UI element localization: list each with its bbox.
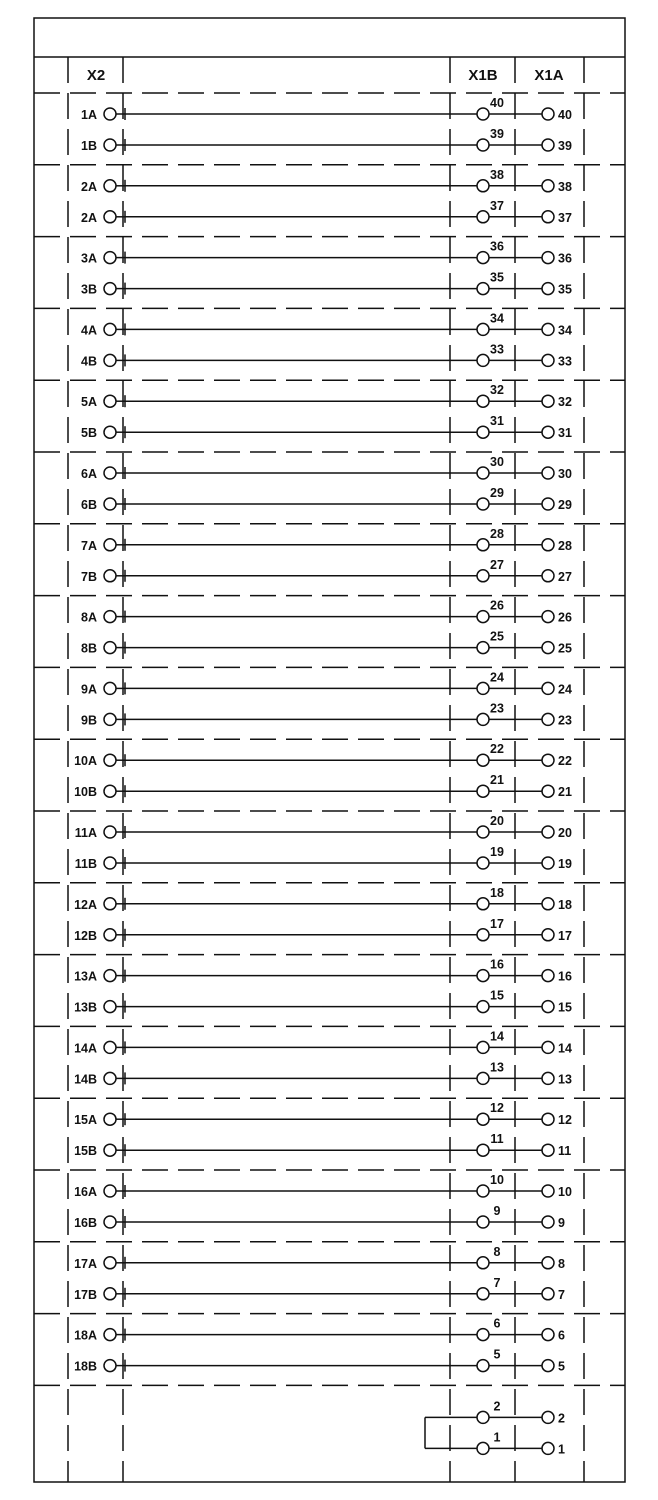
x1a-terminal-10-1 <box>542 857 554 869</box>
x1a-number-15-1: 9 <box>558 1216 565 1230</box>
x2-label-12-0: 13A <box>74 969 97 984</box>
x1a-number-12-1: 15 <box>558 1000 572 1015</box>
x2-terminal-14-0 <box>104 1113 116 1125</box>
x2-terminal-10-1 <box>104 857 116 869</box>
x1b-terminal-2-0 <box>477 252 489 264</box>
x2-label-1-0: 2A <box>81 179 97 194</box>
x2-label-17-1: 18B <box>74 1359 97 1374</box>
x2-terminal-13-0 <box>104 1041 116 1053</box>
x1b-terminal-10-0 <box>477 826 489 838</box>
x2-label-12-1: 13B <box>74 1000 97 1015</box>
x1b-terminal-0-0 <box>477 108 489 120</box>
x2-terminal-12-1 <box>104 1001 116 1013</box>
x2-terminal-14-1 <box>104 1144 116 1156</box>
x1a-terminal-b0 <box>542 1411 554 1423</box>
header-x1a: X1A <box>534 67 564 84</box>
x1b-number-10-0: 20 <box>490 814 504 828</box>
x2-terminal-17-0 <box>104 1329 116 1341</box>
x2-terminal-0-0 <box>104 108 116 120</box>
x2-terminal-8-0 <box>104 682 116 694</box>
x2-label-2-0: 3A <box>81 251 97 266</box>
x1a-terminal-7-0 <box>542 611 554 623</box>
x1a-number-10-1: 19 <box>558 857 572 871</box>
x2-label-11-0: 12A <box>74 897 97 912</box>
x1a-terminal-12-1 <box>542 1001 554 1013</box>
x1a-terminal-16-0 <box>542 1257 554 1269</box>
x1b-number-1-0: 38 <box>490 167 504 182</box>
x1b-number-0-1: 39 <box>490 127 504 141</box>
x1a-terminal-7-1 <box>542 642 554 654</box>
x1a-terminal-8-0 <box>542 682 554 694</box>
x2-terminal-8-1 <box>104 713 116 725</box>
x1a-number-4-0: 32 <box>558 395 572 410</box>
x2-label-8-1: 9B <box>81 713 97 728</box>
x2-label-4-1: 5B <box>81 426 97 441</box>
x2-label-3-0: 4A <box>81 323 97 338</box>
x1b-number-11-0: 18 <box>490 885 504 900</box>
x1a-number-17-0: 6 <box>558 1328 565 1343</box>
x1b-number-7-1: 25 <box>490 629 504 644</box>
x1b-number-2-1: 35 <box>490 270 504 285</box>
header-x1b: X1B <box>468 67 498 84</box>
x1b-number-13-0: 14 <box>490 1029 504 1044</box>
x1a-terminal-2-0 <box>542 252 554 264</box>
x1b-terminal-7-0 <box>477 611 489 623</box>
x2-label-1-1: 2A <box>81 210 97 225</box>
x1a-number-6-1: 27 <box>558 569 572 584</box>
x2-terminal-7-1 <box>104 642 116 654</box>
x1a-terminal-5-1 <box>542 498 554 510</box>
x1b-terminal-4-0 <box>477 395 489 407</box>
x2-terminal-3-0 <box>104 323 116 335</box>
x1a-number-1-1: 37 <box>558 210 572 225</box>
x1a-terminal-1-1 <box>542 211 554 223</box>
x2-label-9-0: 10A <box>74 754 97 769</box>
x1b-terminal-1-0 <box>477 180 489 192</box>
x1a-terminal-1-0 <box>542 180 554 192</box>
x1b-terminal-4-1 <box>477 426 489 438</box>
x1a-terminal-12-0 <box>542 970 554 982</box>
x1b-number-2-0: 36 <box>490 239 504 254</box>
x2-label-10-1: 11B <box>74 857 97 871</box>
x2-terminal-4-1 <box>104 426 116 438</box>
x2-label-5-0: 6A <box>81 467 97 481</box>
x2-terminal-15-1 <box>104 1216 116 1228</box>
x1a-number-14-1: 11 <box>558 1144 572 1159</box>
x2-terminal-6-1 <box>104 570 116 582</box>
x1a-number-2-1: 35 <box>558 282 572 297</box>
x2-terminal-12-0 <box>104 970 116 982</box>
x2-terminal-4-0 <box>104 395 116 407</box>
x2-terminal-11-0 <box>104 898 116 910</box>
x1b-number-6-0: 28 <box>490 526 504 541</box>
x2-label-7-0: 8A <box>81 610 97 625</box>
x1b-number-3-1: 33 <box>490 342 504 357</box>
x1b-terminal-14-0 <box>477 1113 489 1125</box>
x2-label-10-0: 11A <box>74 826 97 840</box>
x1b-terminal-9-1 <box>477 785 489 797</box>
x1b-number-9-1: 21 <box>490 773 504 788</box>
x1b-number-b0: 2 <box>493 1399 501 1414</box>
x2-label-15-0: 16A <box>74 1185 97 1199</box>
x1a-terminal-13-1 <box>542 1072 554 1084</box>
x1b-number-10-1: 19 <box>490 845 504 859</box>
x1a-terminal-0-1 <box>542 139 554 151</box>
x2-label-13-1: 14B <box>74 1072 97 1087</box>
x1b-terminal-15-1 <box>477 1216 489 1228</box>
x1a-number-11-0: 18 <box>558 897 572 912</box>
x1b-terminal-3-0 <box>477 323 489 335</box>
x1b-terminal-14-1 <box>477 1144 489 1156</box>
x1a-number-9-1: 21 <box>558 785 572 800</box>
x1b-number-17-0: 6 <box>493 1316 501 1331</box>
x1b-terminal-7-1 <box>477 642 489 654</box>
x1b-number-7-0: 26 <box>490 598 504 613</box>
x1b-number-12-1: 15 <box>490 988 504 1003</box>
x1b-number-4-0: 32 <box>490 383 504 398</box>
x1a-terminal-11-0 <box>542 898 554 910</box>
x1a-number-0-0: 40 <box>558 108 572 122</box>
x1a-number-1-0: 38 <box>558 179 572 194</box>
x1a-number-15-0: 10 <box>558 1185 572 1199</box>
x1a-terminal-3-0 <box>542 323 554 335</box>
x2-terminal-2-1 <box>104 283 116 295</box>
x1b-number-17-1: 5 <box>493 1347 501 1362</box>
x1a-number-6-0: 28 <box>558 538 572 553</box>
x1a-terminal-9-0 <box>542 754 554 766</box>
x2-terminal-9-1 <box>104 785 116 797</box>
x1b-terminal-0-1 <box>477 139 489 151</box>
x1b-terminal-17-1 <box>477 1360 489 1372</box>
x1b-terminal-12-0 <box>477 970 489 982</box>
header-x2: X2 <box>86 67 106 84</box>
x2-terminal-5-1 <box>104 498 116 510</box>
x1a-number-14-0: 12 <box>558 1113 572 1128</box>
x1b-number-15-1: 9 <box>493 1204 501 1218</box>
x1b-number-3-0: 34 <box>490 311 504 326</box>
x1b-terminal-b1 <box>477 1442 489 1454</box>
x2-terminal-1-1 <box>104 211 116 223</box>
x1b-terminal-13-0 <box>477 1041 489 1053</box>
x2-label-9-1: 10B <box>74 785 97 800</box>
x2-label-6-0: 7A <box>81 538 97 553</box>
x1b-number-16-1: 7 <box>493 1275 501 1290</box>
x1b-number-b1: 1 <box>493 1430 501 1445</box>
x1b-number-14-0: 12 <box>490 1101 504 1116</box>
x1a-terminal-3-1 <box>542 354 554 366</box>
x2-label-5-1: 6B <box>81 498 97 512</box>
x2-terminal-11-1 <box>104 929 116 941</box>
x1b-number-8-0: 24 <box>490 670 504 685</box>
x1a-number-16-0: 8 <box>558 1256 565 1271</box>
x1a-number-5-0: 30 <box>558 467 572 481</box>
x1a-terminal-4-0 <box>542 395 554 407</box>
x1a-terminal-8-1 <box>542 713 554 725</box>
x1a-number-7-1: 25 <box>558 641 572 656</box>
x1b-terminal-6-1 <box>477 570 489 582</box>
x1b-number-14-1: 11 <box>490 1132 504 1147</box>
x1a-number-b1: 1 <box>558 1442 565 1457</box>
x1a-terminal-2-1 <box>542 283 554 295</box>
x1b-terminal-2-1 <box>477 283 489 295</box>
x2-terminal-16-0 <box>104 1257 116 1269</box>
x1b-terminal-13-1 <box>477 1072 489 1084</box>
x1b-number-1-1: 37 <box>490 198 504 213</box>
x1b-terminal-1-1 <box>477 211 489 223</box>
x1a-number-3-1: 33 <box>558 354 572 369</box>
x1b-number-6-1: 27 <box>490 557 504 572</box>
x1a-number-2-0: 36 <box>558 251 572 266</box>
x1b-number-11-1: 17 <box>490 916 504 931</box>
x2-terminal-17-1 <box>104 1360 116 1372</box>
x2-terminal-9-0 <box>104 754 116 766</box>
x2-label-4-0: 5A <box>81 395 97 410</box>
x1a-number-13-1: 13 <box>558 1072 572 1087</box>
x1b-number-8-1: 23 <box>490 701 504 716</box>
x1b-number-12-0: 16 <box>490 957 504 972</box>
x1b-terminal-3-1 <box>477 354 489 366</box>
x1a-terminal-14-1 <box>542 1144 554 1156</box>
x1a-number-13-0: 14 <box>558 1041 572 1056</box>
x1b-number-9-0: 22 <box>490 742 504 757</box>
x1a-terminal-5-0 <box>542 467 554 479</box>
x1b-terminal-8-1 <box>477 713 489 725</box>
x1a-number-8-1: 23 <box>558 713 572 728</box>
x2-label-2-1: 3B <box>81 282 97 297</box>
x2-terminal-3-1 <box>104 354 116 366</box>
x1a-terminal-6-1 <box>542 570 554 582</box>
x1b-terminal-15-0 <box>477 1185 489 1197</box>
x1b-terminal-16-1 <box>477 1288 489 1300</box>
x1a-terminal-0-0 <box>542 108 554 120</box>
x2-label-16-1: 17B <box>74 1287 97 1302</box>
x1a-terminal-17-1 <box>542 1360 554 1372</box>
x2-label-16-0: 17A <box>74 1256 97 1271</box>
x1b-terminal-16-0 <box>477 1257 489 1269</box>
x2-terminal-13-1 <box>104 1072 116 1084</box>
x1a-number-9-0: 22 <box>558 754 572 769</box>
x1a-number-10-0: 20 <box>558 826 572 840</box>
x2-label-11-1: 12B <box>74 928 97 943</box>
x2-terminal-0-1 <box>104 139 116 151</box>
x2-label-13-0: 14A <box>74 1041 97 1056</box>
x1b-terminal-8-0 <box>477 682 489 694</box>
x1a-terminal-13-0 <box>542 1041 554 1053</box>
x2-label-0-1: 1B <box>81 139 97 153</box>
x2-label-14-1: 15B <box>74 1144 97 1159</box>
x1b-number-4-1: 31 <box>490 414 504 429</box>
x1a-number-8-0: 24 <box>558 682 572 697</box>
x1a-number-4-1: 31 <box>558 426 572 441</box>
x1b-number-16-0: 8 <box>493 1244 501 1259</box>
x1a-terminal-15-0 <box>542 1185 554 1197</box>
x1a-number-5-1: 29 <box>558 498 572 512</box>
x1a-number-7-0: 26 <box>558 610 572 625</box>
x1b-terminal-10-1 <box>477 857 489 869</box>
x2-label-0-0: 1A <box>81 108 97 122</box>
x1b-number-0-0: 40 <box>490 96 504 110</box>
x1a-number-17-1: 5 <box>558 1359 565 1374</box>
x2-label-17-0: 18A <box>74 1328 97 1343</box>
x1b-terminal-6-0 <box>477 539 489 551</box>
x2-terminal-16-1 <box>104 1288 116 1300</box>
x1b-terminal-5-1 <box>477 498 489 510</box>
x1b-number-13-1: 13 <box>490 1060 504 1075</box>
x1a-terminal-11-1 <box>542 929 554 941</box>
x2-terminal-5-0 <box>104 467 116 479</box>
x2-label-14-0: 15A <box>74 1113 97 1128</box>
x2-label-3-1: 4B <box>81 354 97 369</box>
x1b-terminal-17-0 <box>477 1329 489 1341</box>
x1a-terminal-16-1 <box>542 1288 554 1300</box>
x1b-terminal-11-1 <box>477 929 489 941</box>
x2-terminal-15-0 <box>104 1185 116 1197</box>
x1b-number-15-0: 10 <box>490 1173 504 1187</box>
x1b-terminal-11-0 <box>477 898 489 910</box>
x1a-terminal-15-1 <box>542 1216 554 1228</box>
x1a-number-12-0: 16 <box>558 969 572 984</box>
x1b-number-5-0: 30 <box>490 455 504 469</box>
x2-terminal-10-0 <box>104 826 116 838</box>
x1a-terminal-4-1 <box>542 426 554 438</box>
x2-label-6-1: 7B <box>81 569 97 584</box>
x1a-number-3-0: 34 <box>558 323 572 338</box>
x1b-terminal-9-0 <box>477 754 489 766</box>
x1a-terminal-17-0 <box>542 1329 554 1341</box>
x2-terminal-6-0 <box>104 539 116 551</box>
x1a-terminal-9-1 <box>542 785 554 797</box>
x1b-terminal-5-0 <box>477 467 489 479</box>
x1a-terminal-6-0 <box>542 539 554 551</box>
x1a-terminal-14-0 <box>542 1113 554 1125</box>
x1b-number-5-1: 29 <box>490 486 504 500</box>
x2-label-7-1: 8B <box>81 641 97 656</box>
x1b-terminal-b0 <box>477 1411 489 1423</box>
x2-terminal-2-0 <box>104 252 116 264</box>
x1a-terminal-10-0 <box>542 826 554 838</box>
x1b-terminal-12-1 <box>477 1001 489 1013</box>
x1a-number-b0: 2 <box>558 1411 565 1426</box>
x1a-number-16-1: 7 <box>558 1287 565 1302</box>
x2-terminal-7-0 <box>104 611 116 623</box>
x2-terminal-1-0 <box>104 180 116 192</box>
x2-label-8-0: 9A <box>81 682 97 697</box>
x1a-number-11-1: 17 <box>558 928 572 943</box>
x1a-terminal-b1 <box>542 1442 554 1454</box>
x2-label-15-1: 16B <box>74 1216 97 1230</box>
x1a-number-0-1: 39 <box>558 139 572 153</box>
